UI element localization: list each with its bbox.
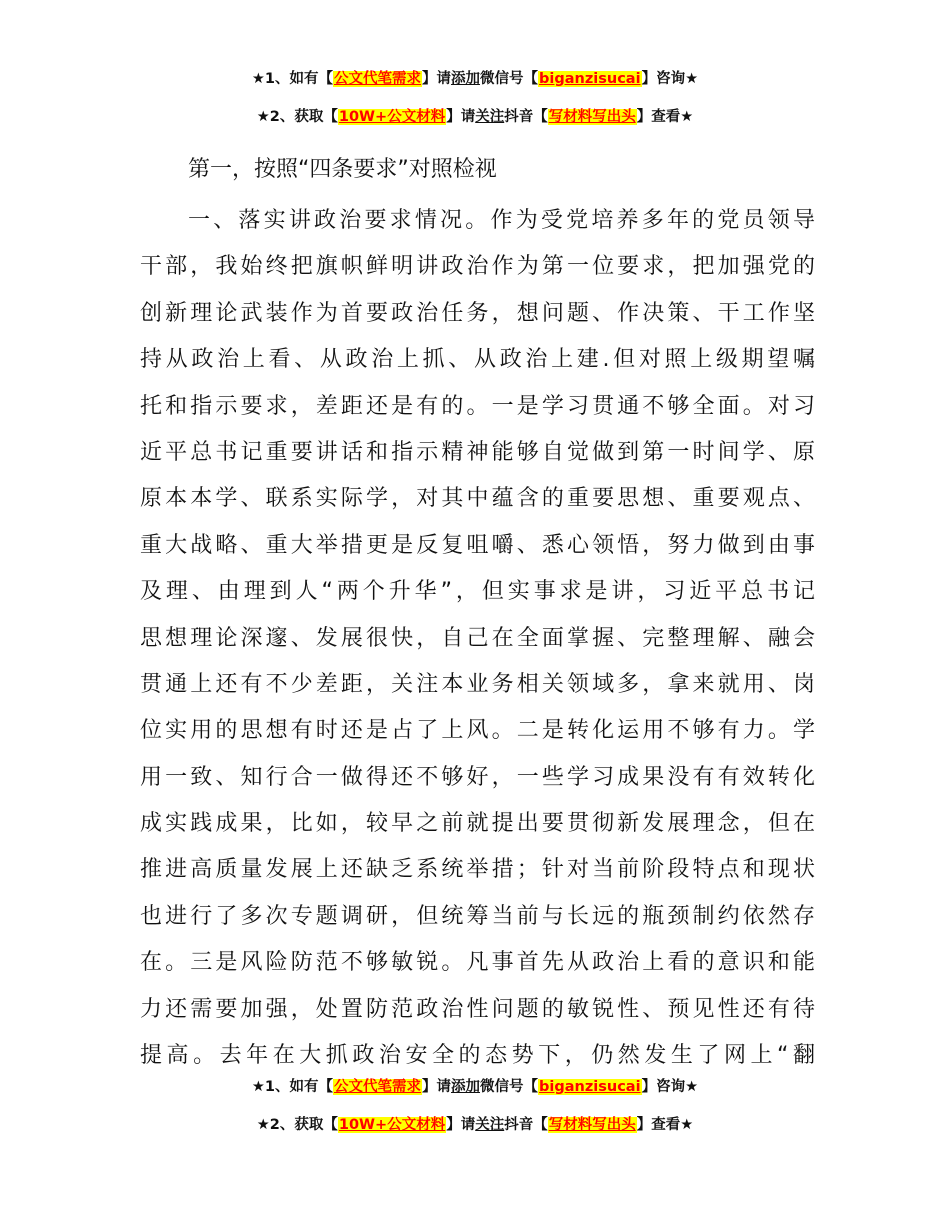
- paragraph-line: 推进高质量发展上还缺乏系统举措；针对当前阶段特点和现状: [140, 857, 815, 883]
- banner-text: 】请: [446, 1117, 476, 1133]
- paragraph-line: 干部，我始终把旗帜鲜明讲政治作为第一位要求，把加强党的: [140, 254, 815, 280]
- header-banner-line-2: [0, 106, 950, 128]
- banner-highlight-materials: 10W+公文材料: [338, 109, 446, 125]
- banner-highlight-service: 公文代笔需求: [334, 1079, 422, 1095]
- paragraph-line: 近平总书记重要讲话和指示精神能够自觉做到第一时间学、原: [140, 439, 815, 465]
- banner-highlight-douyin-id: 写材料写出头: [548, 1117, 636, 1133]
- paragraph-line: 持从政治上看、从政治上抓、从政治上建.但对照上级期望嘱: [140, 347, 815, 373]
- footer-banner-line-2: [0, 1114, 950, 1136]
- paragraph-line: 一、落实讲政治要求情况。作为受党培养多年的党员领导: [188, 208, 815, 233]
- banner-underlined-text: 添加: [451, 1079, 481, 1095]
- banner-underlined-text: 关注: [475, 109, 505, 125]
- paragraph-line: 重大战略、重大举措更是反复咀嚼、悉心领悟，努力做到由事: [140, 532, 815, 558]
- banner-highlight-douyin-id: 写材料写出头: [548, 109, 636, 125]
- banner-text: 微信号【: [480, 71, 539, 87]
- banner-highlight-wechat-id: biganzisucai: [539, 1079, 641, 1095]
- paragraph-line: 力还需要加强，处置防范政治性问题的敏锐性、预见性还有待: [140, 996, 815, 1022]
- body-paragraph: [140, 198, 815, 1079]
- banner-prefix: ★1、如有【: [251, 71, 334, 87]
- paragraph-line: 提高。去年在大抓政治安全的态势下，仍然发生了网上“翻: [140, 1043, 815, 1069]
- paragraph-line: 创新理论武装作为首要政治任务，想问题、作决策、干工作坚: [140, 300, 815, 326]
- paragraph-line: 及理、由理到人“两个升华”，但实事求是讲，习近平总书记: [140, 579, 815, 605]
- paragraph-line: 也进行了多次专题调研，但统筹当前与长远的瓶颈制约依然存: [140, 903, 815, 929]
- paragraph-line: 贯通上还有不少差距，关注本业务相关领域多，拿来就用、岗: [140, 671, 815, 697]
- paragraph-line: 成实践成果，比如，较早之前就提出要贯彻新发展理念，但在: [140, 811, 815, 837]
- banner-text: 抖音【: [504, 109, 548, 125]
- paragraph-line: 思想理论深邃、发展很快，自己在全面掌握、完整理解、融会: [140, 625, 815, 651]
- banner-prefix: ★1、如有【: [251, 1079, 334, 1095]
- banner-text: 】请: [422, 71, 452, 87]
- banner-prefix: ★2、获取【: [256, 109, 338, 125]
- paragraph-line: 用一致、知行合一做得还不够好，一些学习成果没有有效转化: [140, 764, 815, 790]
- banner-highlight-wechat-id: biganzisucai: [539, 71, 641, 87]
- paragraph-line: 托和指示要求，差距还是有的。一是学习贯通不够全面。对习: [140, 393, 815, 419]
- banner-prefix: ★2、获取【: [256, 1117, 338, 1133]
- banner-suffix: 】查看★: [636, 1117, 694, 1133]
- banner-text: 微信号【: [480, 1079, 539, 1095]
- banner-highlight-service: 公文代笔需求: [334, 71, 422, 87]
- banner-suffix: 】咨询★: [641, 71, 699, 87]
- header-banner-line-1: [0, 68, 950, 90]
- section-heading: 第一，按照“四条要求”对照检视: [188, 157, 497, 182]
- banner-text: 抖音【: [504, 1117, 548, 1133]
- paragraph-line: 在。三是风险防范不够敏锐。凡事首先从政治上看的意识和能: [140, 950, 815, 976]
- banner-underlined-text: 添加: [451, 71, 481, 87]
- banner-suffix: 】咨询★: [641, 1079, 699, 1095]
- banner-highlight-materials: 10W+公文材料: [338, 1117, 446, 1133]
- paragraph-line: 位实用的思想有时还是占了上风。二是转化运用不够有力。学: [140, 718, 815, 744]
- banner-suffix: 】查看★: [636, 109, 694, 125]
- paragraph-line: 原本本学、联系实际学，对其中蕴含的重要思想、重要观点、: [140, 486, 815, 512]
- banner-underlined-text: 关注: [475, 1117, 505, 1133]
- banner-text: 】请: [422, 1079, 452, 1095]
- banner-text: 】请: [446, 109, 476, 125]
- footer-banner-line-1: [0, 1076, 950, 1098]
